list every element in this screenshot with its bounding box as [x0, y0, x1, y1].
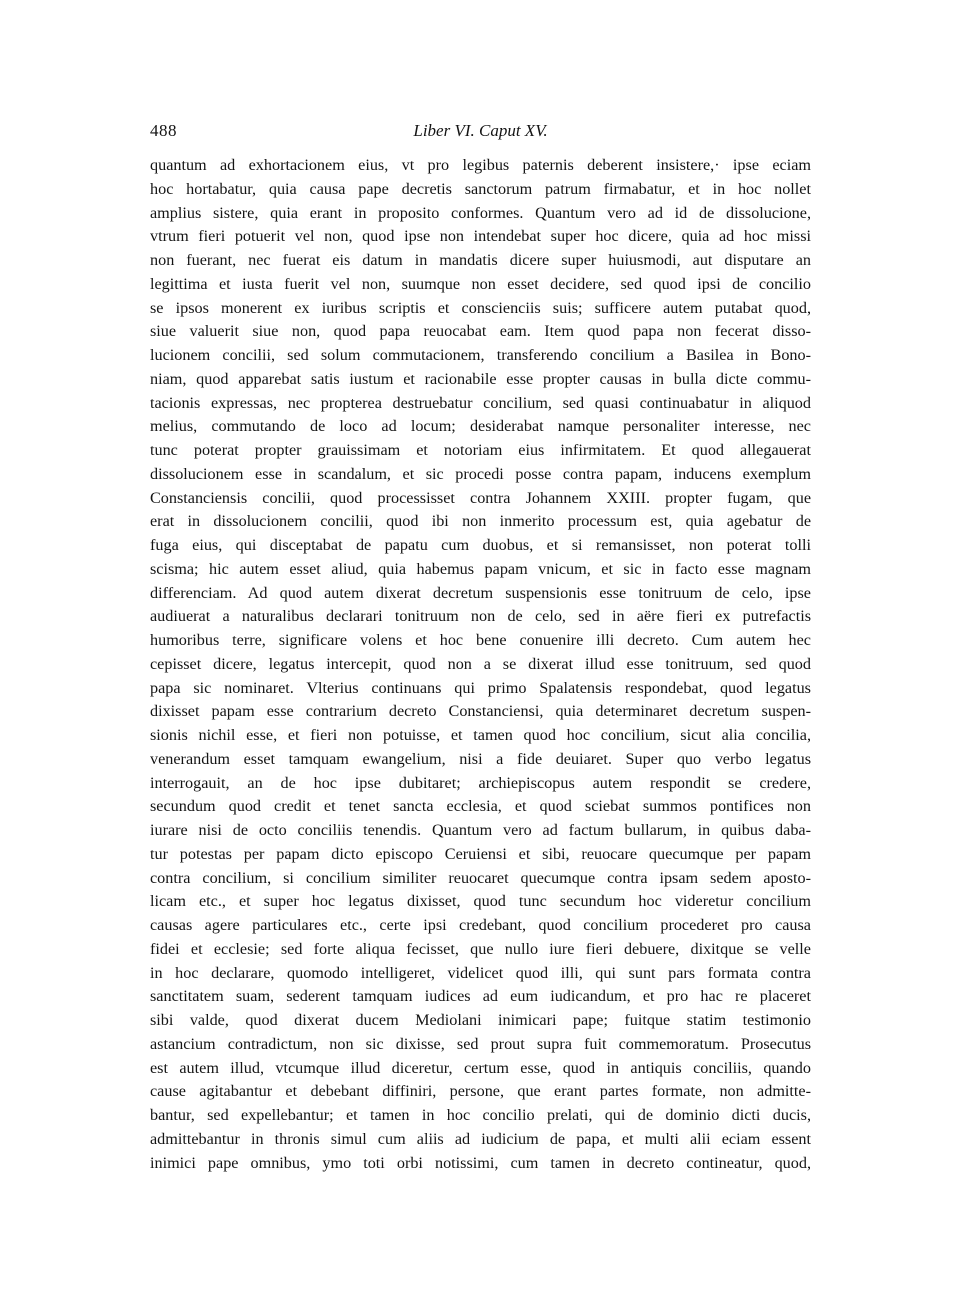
text-line: tunc poterat propter grauissimam et notoriam eius infirmitatem. Et quod allegauerat [150, 441, 811, 459]
text-line: cause agitabantur et debebant diffiniri, persone, que erant partes formate, non admitte- [150, 1082, 811, 1101]
text-line: sionis nichil esse, et fieri non potuisse, et tamen quod hoc concilium, sicut alia concilia, [150, 726, 811, 744]
text-line: tacionis expressas, nec propterea destruebatur concilium, sed quasi continuabatur in aliquod [150, 393, 811, 412]
running-head [150, 116, 811, 146]
page-number: 488 [150, 121, 177, 140]
body-text [150, 154, 811, 1175]
text-line: dissolucionem esse in scandalum, et sic procedi posse contra papam, inducens exemplum [150, 464, 811, 483]
running-title: Liber VI. Caput XV. [413, 121, 548, 140]
text-line: quantum ad exhortacionem eius, vt pro legibus paternis deberent insistere,· ipse eciam [150, 156, 811, 174]
text-line: siue valuerit siue non, quod papa reuocabat eam. Item quod papa non fecerat disso- [150, 322, 811, 341]
text-line: bantur, sed expellebantur; et tamen in hoc concilio prelati, qui de dominio dicti ducis, [150, 1106, 811, 1124]
text-line: iurare nisi de octo conciliis tenendis. Quantum vero ad factum bullarum, in quibus daba- [150, 821, 811, 839]
text-line: astancium contradictum, non sic dixisse, sed prout supra fuit commemoratum. Prosecutus [150, 1034, 811, 1053]
text-line: legittima et iusta fuerit vel non, suumque non esset decidere, sed quod ipsi de concilio [150, 274, 811, 293]
text-line: causas agere particulares etc., certe ipsi credebant, quod concilium procederet pro causa [150, 916, 811, 934]
text-line: secundum quod credit et tenet sancta ecclesia, et quod sciebat summos pontifices non [150, 797, 811, 816]
text-line: se ipsos monerent ex iuribus scriptis et conscienciis suis; sufficere autem putabat quod, [150, 298, 811, 317]
text-line: dixisset papam esse contrarium decreto Constanciensi, quia determinaret decretum suspen- [150, 702, 811, 721]
text-line: humoribus terre, significare volens et hoc bene conuenire illi decreto. Cum autem hec [150, 631, 811, 649]
text-line: niam, quod apparebat satis iustum et racionabile esse propter causas in bulla dicte commu- [150, 369, 811, 388]
text-line: Constanciensis concilii, quod processisset contra Johannem XXIII. propter fugam, que [150, 488, 811, 507]
text-line: sanctitatem suam, sederent tamquam iudices ad eum iudicandum, et pro hac re placeret [150, 987, 811, 1006]
text-line: in hoc declarare, quomodo intelligeret, videlicet quod illi, qui sunt pars formata contra [150, 963, 811, 982]
text-line: venerandum esset tamquam ewangelium, nisi a fide deuiaret. Super quo verbo legatus [150, 749, 811, 768]
text-line: interrogauit, an de hoc ipse dubitaret; archiepiscopus autem respondit se credere, [150, 773, 811, 792]
text-line: fidei et ecclesie; sed forte aliqua fecisset, que nullo iure fieri debuere, dixitque se velle [150, 939, 811, 958]
text-line: inimici pape omnibus, ymo toti orbi notissimi, cum tamen in decreto contineatur, quod, [150, 1153, 811, 1172]
text-line: differenciam. Ad quod autem dixerat decretum suspensionis esse tonitruum de celo, ipse [150, 583, 811, 602]
text-line: melius, commutando de loco ad locum; desiderabat namque personaliter interesse, nec [150, 417, 811, 436]
text-line: licam etc., et super hoc legatus dixisset, quod tunc secundum hoc videretur concilium [150, 892, 811, 911]
text-line: lucionem concilii, sed solum commutacionem, transferendo concilium a Basilea in Bono- [150, 346, 811, 364]
text-line: vtrum fieri potuerit vel non, quod ipse non intendebat super hoc dicere, quia ad hoc missi [150, 227, 811, 246]
text-line: est autem illud, vtcumque illud diceretur, certum esse, quod in antiquis conciliis, quando [150, 1058, 811, 1077]
text-line: contra concilium, si concilium similiter reuocaret quecumque contra ipsam sedem aposto- [150, 868, 811, 887]
text-line: hoc hortabatur, quia causa pape decretis sanctorum patrum firmabatur, et in hoc nollet [150, 179, 811, 198]
text-line: cepisset dicere, legatus intercepit, quod non a se dixerat illud esse tonitruum, sed quod [150, 654, 811, 673]
text-line: non fuerant, nec fuerat eis datum in mandatis dicere super huiusmodi, aut disputare an [150, 251, 811, 269]
text-line: audiuerat a naturalibus declarari tonitruum non de celo, sed in aëre fieri ex putrefactis [150, 607, 811, 626]
book-page [150, 116, 811, 1175]
text-line: admittebantur in thronis simul cum aliis ad iudicium de papa, et multi alii eciam essent [150, 1129, 811, 1148]
text-line: tur potestas per papam dicto episcopo Ceruiensi et sibi, reuocare quecumque per papam [150, 844, 811, 863]
text-line: erat in dissolucionem concilii, quod ibi non inmerito processum est, quia agebatur de [150, 512, 811, 531]
text-line: sibi valde, quod dixerat ducem Mediolani inimicari pape; fuitque statim testimonio [150, 1011, 811, 1029]
text-line: scisma; hic autem esset aliud, quia habemus papam vnicum, et sic in facto esse magnam [150, 559, 811, 578]
text-line: papa sic nominaret. Vlterius continuans qui primo Spalatensis respondebat, quod legatus [150, 678, 811, 697]
text-line: fuga eius, qui disceptabat de papatu cum duobus, et si remansisset, non poterat tolli [150, 536, 811, 554]
text-line: amplius sistere, quia erant in proposito conformes. Quantum vero ad id de dissolucione, [150, 203, 811, 222]
